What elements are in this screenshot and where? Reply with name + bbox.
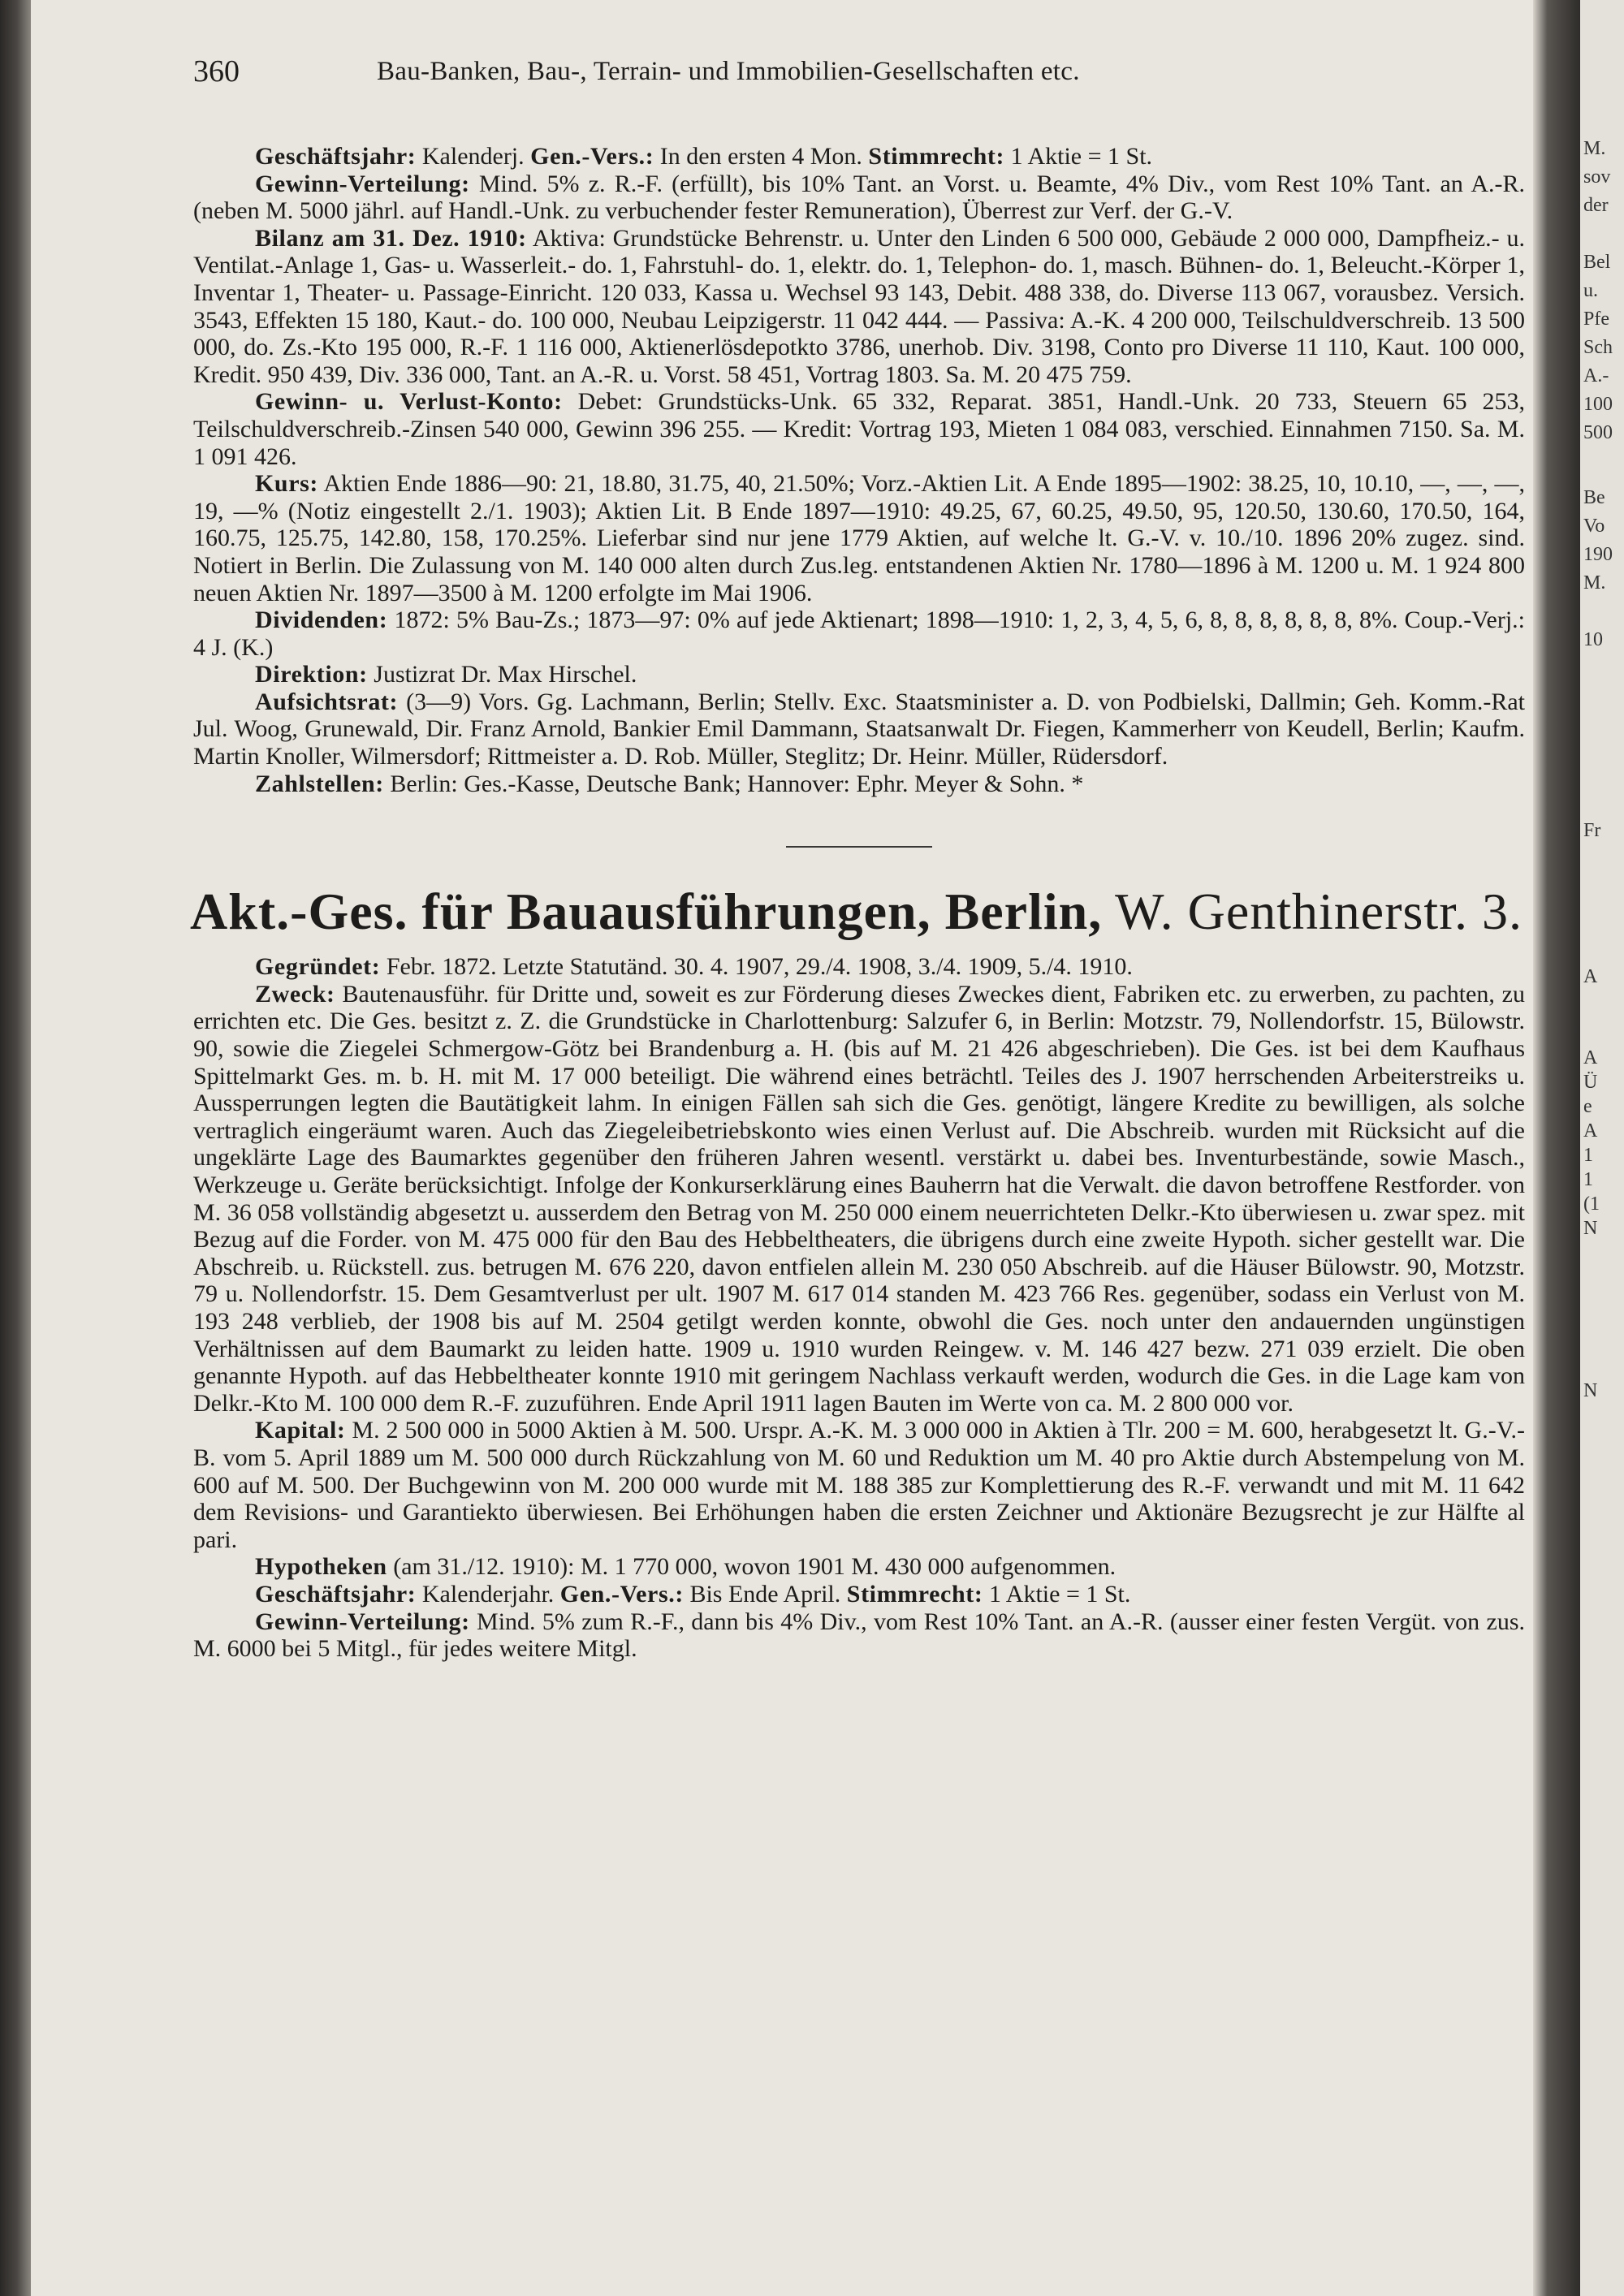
adjacent-page-fragment: 190: [1583, 544, 1613, 565]
section-previous-company: [193, 143, 1525, 797]
adjacent-page-fragment: sov: [1583, 166, 1611, 188]
gutter-shadow: [1533, 0, 1580, 2296]
adjacent-page-fragment: (1: [1583, 1193, 1600, 1215]
adjacent-page-fragment: 100: [1583, 394, 1613, 415]
adjacent-page-fragment: Pfe: [1583, 309, 1609, 330]
entry-text: 1 Aktie = 1 St.: [1004, 143, 1153, 170]
company-name: Akt.-Ges. für Bauausführungen, Berlin,: [190, 883, 1103, 941]
entry-text: Bautenausführ. für Dritte und, soweit es zur Förderung dieses Zweckes dient, Fabriken etc. zu erwerben, zu pachten, zu errichten etc. Die Ges. besitzt z. Z. die Grundstücke in Charlottenburg: Salzufer 6, in Berlin: Motzstr. 79, Nollendorfstr. 15, Bülowstr. 90, sowie die Ziegelei Schmergow-Götz bei Brandenburg a. H. (bis auf M. 21 426 abgeschrieben). Die Ges. ist bei dem Kaufhaus Spittelmarkt Ges. m. b. H. mit M. 17 000 beteiligt. Die während eines beträchtl. Teiles des J. 1907 herrschenden Arbeiterstreiks u. Aussperrungen legten die Bautätigkeit lahm. In einigen Fällen sah sich die Ges. genötigt, längere Kredite zu bewilligen, als solche vertraglich eingeräumt waren. Auch das Ziegeleibetriebskonto wies einen Verlust auf. Die Abschreib. wurden mit Rücksicht auf die ungeklärte Lage des Baumarktes gegenüber den früheren Jahren wesentl. verstärkt u. dabei bes. Inventurbestände, sowie Masch., Werkzeuge u. Geräte berücksichtigt. Infolge der Konkurserklärung eines Bauherrn hat die Verwalt. die davon betroffene Restforder. von M. 36 058 vollständig abgesetzt u. ausserdem den Betrag von M. 250 000 einem neuerrichteten Delkr.-Kto überwiesen u. zwar spez. mit Bezug auf die Forder. von M. 475 000 für den Bau des Hebbeltheaters, die übrigens durch eine zweite Hypoth. sicher gestellt war. Die Abschreib. u. Rückstell. zus. betrugen M. 676 220, davon entfielen allein M. 230 050 Abschreib. auf die Häuser Bülowstr. 90, Motzstr. 79 u. Nollendorfstr. 15. Dem Gesamtverlust per ult. 1907 M. 617 014 standen M. 423 766 Res. gegenüber, sodass ein Verlust von M. 193 248 verblieb, der 1908 bis auf M. 2504 getilgt werden konnte, obwohl die Ges. noch unter den andauernden ungünstigen Verhältnissen auf dem Baumarkt zu leiden hatte. 1909 u. 1910 wurden Reingew. v. M. 146 427 bezw. 271 039 erzielt. Die oben genannte Hypoth. auf das Hebbeltheater konnte 1910 mit geringem Nachlass verkauft werden, wodurch die Ges. in die Lage kam von Delkr.-Kto M. 100 000 dem R.-F. zuzuführen. Ende April 1911 lagen Bauten im Werte von ca. M. 2 800 000 vor.: [193, 980, 1525, 1417]
entry-text: Bis Ende April.: [683, 1580, 847, 1608]
company-address: W. Genthinerstr. 3.: [1102, 883, 1522, 941]
entry-paragraph: [193, 661, 1525, 688]
adjacent-page-fragment: 500: [1583, 422, 1613, 443]
entry-label: Geschäftsjahr:: [255, 1580, 417, 1608]
adjacent-page-edge: [1580, 0, 1624, 2296]
entry-paragraph: [193, 1417, 1525, 1553]
entry-paragraph: [193, 1608, 1525, 1663]
book-binding-shadow: [0, 0, 31, 2296]
running-title: Bau-Banken, Bau-, Terrain- und Immobilien-Gesellschaften etc.: [377, 57, 1080, 86]
entry-label: Gen.-Vers.:: [530, 143, 654, 170]
entry-paragraph: [193, 953, 1525, 981]
entry-label: Zweck:: [255, 980, 335, 1008]
adjacent-page-fragment: M.: [1583, 138, 1606, 159]
entry-label: Hypotheken: [255, 1553, 387, 1581]
entry-paragraph: [193, 388, 1525, 470]
adjacent-page-fragment: A: [1583, 1047, 1598, 1068]
entry-text: Mind. 5% z. R.-F. (erfüllt), bis 10% Tant. an Vorst. u. Beamte, 4% Div., vom Rest 10% Tant. an A.-R. (neben M. 5000 jährl. auf Handl.-Unk. zu verbuchender fester Remuneration), Überrest zur Verf. der G.-V.: [193, 170, 1525, 225]
entry-label: Gewinn- u. Verlust-Konto:: [255, 388, 563, 416]
entry-text: Berlin: Ges.-Kasse, Deutsche Bank; Hannover: Ephr. Meyer & Sohn. *: [383, 770, 1084, 797]
section-company-details: [193, 953, 1525, 1662]
page-number: 360: [193, 54, 240, 88]
entry-label: Kurs:: [255, 470, 318, 498]
adjacent-page-fragment: Fr: [1583, 820, 1601, 841]
adjacent-page-fragment: Be: [1583, 487, 1605, 508]
entry-paragraph: [193, 770, 1525, 798]
entry-paragraph: [193, 1553, 1525, 1581]
adjacent-page-fragment: Vo: [1583, 516, 1605, 537]
entry-label: Bilanz am 31. Dez. 1910:: [255, 224, 527, 252]
adjacent-page-fragment: 1: [1583, 1145, 1593, 1166]
entry-paragraph: [193, 143, 1525, 170]
entry-label: Gen.-Vers.:: [559, 1580, 684, 1608]
entry-label: Gewinn-Verteilung:: [255, 1608, 470, 1635]
entry-text: Kalenderj.: [416, 143, 531, 170]
entry-text: M. 2 500 000 in 5000 Aktien à M. 500. Urspr. A.-K. M. 3 000 000 in Aktien à Tlr. 200 = M. 600, herabgesetzt lt. G.-V.-B. vom 5. April 1889 um M. 500 000 durch Rückzahlung von M. 60 und Reduktion um M. 40 pro Aktie durch Abstempelung von M. 600 auf M. 500. Der Buchgewinn von M. 200 000 wurde mit M. 188 385 zur Komplettierung des R.-F. verwandt und mit M. 11 642 dem Revisions- und Garantiekto überwiesen. Bei Erhöhungen haben die ersten Zeichner und Aktionäre Bezugsrecht je zur Hälfte al pari.: [193, 1417, 1525, 1553]
entry-text: Kalenderjahr.: [416, 1580, 560, 1608]
entry-label: Aufsichtsrat:: [255, 688, 399, 715]
entry-label: Stimmrecht:: [868, 143, 1005, 170]
entry-label: Geschäftsjahr:: [255, 143, 417, 170]
adjacent-page-fragment: A: [1583, 966, 1598, 987]
entry-text: (3—9) Vors. Gg. Lachmann, Berlin; Stellv. Exc. Staatsminister a. D. von Podbielski, Dallmin; Geh. Komm.-Rat Jul. Woog, Grunewald, Dir. Franz Arnold, Bankier Emil Dammann, Staatsanwalt Dr. Fiegen, Kammerherr von Keudell, Berlin; Kaufm. Martin Knoller, Wilmersdorf; Rittmeister a. D. Rob. Müller, Steglitz; Dr. Heinr. Müller, Rüdersdorf.: [193, 688, 1525, 770]
entry-label: Zahlstellen:: [255, 770, 384, 797]
adjacent-page-fragment: 10: [1583, 629, 1603, 650]
adjacent-page-fragment: 1: [1583, 1169, 1593, 1190]
entry-text: Febr. 1872. Letzte Statutänd. 30. 4. 1907, 29./4. 1908, 3./4. 1909, 5./4. 1910.: [380, 953, 1133, 981]
section-divider: [786, 846, 932, 848]
adjacent-page-fragment: N: [1583, 1218, 1598, 1239]
entry-text: Aktiva: Grundstücke Behrenstr. u. Unter den Linden 6 500 000, Gebäude 2 000 000, Dampfheiz.- u. Ventilat.-Anlage 1, Gas- u. Wasserleit.- do. 1, Fahrstuhl- do. 1, elektr. do. 1, Telephon- do. 1, masch. Bühnen- do. 1, Beleucht.-Körper 1, Inventar 1, Theater- u. Passage-Einricht. 120 033, Kassa u. Wechsel 93 143, Debit. 488 338, do. Diverse 113 067, vorausbez. Versich. 3543, Effekten 15 180, Kaut.- do. 100 000, Neubau Leipzigerstr. 11 042 444. — Passiva: A.-K. 4 200 000, Teilschuldverschreib. 13 500 000, do. Zs.-Kto 195 000, R.-F. 1 116 000, Aktienerlösdepotkto 3786, unerhob. Div. 3198, Conto pro Diverse 11 110, Kaut. 100 000, Kredit. 950 439, Div. 336 000, Tant. an A.-R. u. Vorst. 58 451, Vortrag 1803. Sa. M. 20 475 759.: [193, 224, 1525, 388]
adjacent-page-fragment: Bel: [1583, 252, 1611, 273]
running-header: [193, 54, 1525, 102]
entry-paragraph: [193, 981, 1525, 1418]
entry-label: Stimmrecht:: [846, 1580, 983, 1608]
entry-paragraph: [193, 606, 1525, 661]
adjacent-page-fragment: M.: [1583, 572, 1606, 593]
entry-text: Aktien Ende 1886—90: 21, 18.80, 31.75, 40, 21.50%; Vorz.-Aktien Lit. A Ende 1895—1902: 38.25, 10, 10.10, —, —, —, 19, —% (Notiz eingestellt 2./1. 1903); Aktien Lit. B Ende 1897—1910: 49.25, 67, 60.25, 49.50, 95, 120.50, 130.60, 170.50, 164, 160.75, 125.75, 142.80, 158, 170.25%. Lieferbar sind nur jene 1779 Aktien, auf welche lt. G.-V. v. 10./10. 1896 20% zugez. sind. Notiert in Berlin. Die Zulassung von M. 140 000 alten durch Zus.leg. entstandenen Aktien Nr. 1780—1896 à M. 1200 u. M. 1 924 800 neuen Aktien Nr. 1897—3500 à M. 1200 erfolgte im Mai 1906.: [193, 470, 1525, 606]
entry-text: (am 31./12. 1910): M. 1 770 000, wovon 1901 M. 430 000 aufgenommen.: [387, 1553, 1116, 1581]
entry-text: Justizrat Dr. Max Hirschel.: [367, 661, 637, 688]
entry-text: 1 Aktie = 1 St.: [983, 1580, 1131, 1608]
entry-label: Kapital:: [255, 1417, 346, 1444]
adjacent-page-fragment: Sch: [1583, 337, 1613, 358]
company-heading: [190, 882, 1525, 942]
entry-text: Debet: Grundstücks-Unk. 65 332, Reparat. 3851, Handl.-Unk. 20 733, Steuern 65 253, Teilschuldverschreib.-Zinsen 540 000, Gewinn 396 255. — Kredit: Vortrag 193, Mieten 1 084 083, verschied. Einnahmen 7150. Sa. M. 1 091 426.: [193, 388, 1526, 470]
adjacent-page-fragment: e: [1583, 1096, 1592, 1117]
entry-paragraph: [193, 1581, 1525, 1608]
adjacent-page-fragment: N: [1583, 1380, 1598, 1401]
entry-paragraph: [193, 470, 1525, 606]
adjacent-page-fragment: A: [1583, 1120, 1598, 1142]
entry-text: In den ersten 4 Mon.: [654, 143, 869, 170]
adjacent-page-fragment: der: [1583, 195, 1609, 216]
entry-label: Gewinn-Verteilung:: [255, 170, 470, 197]
adjacent-page-fragment: Ü: [1583, 1072, 1598, 1093]
entry-label: Gegründet:: [255, 953, 381, 981]
entry-paragraph: [193, 170, 1525, 225]
entry-label: Direktion:: [255, 661, 368, 688]
entry-paragraph: [193, 225, 1525, 389]
entry-text: 1872: 5% Bau-Zs.; 1873—97: 0% auf jede Aktienart; 1898—1910: 1, 2, 3, 4, 5, 6, 8, 8, 8, 8, 8, 8, 8%. Coup.-Verj.: 4 J. (K.): [193, 606, 1525, 661]
document-page: [190, 54, 1526, 1663]
entry-paragraph: [193, 688, 1525, 770]
adjacent-page-fragment: A.-: [1583, 365, 1609, 386]
entry-text: Mind. 5% zum R.-F., dann bis 4% Div., vom Rest 10% Tant. an A.-R. (ausser einer festen Vergüt. von zus. M. 6000 bei 5 Mitgl., für jedes weitere Mitgl.: [193, 1608, 1525, 1663]
entry-label: Dividenden:: [255, 606, 388, 634]
adjacent-page-fragment: u.: [1583, 280, 1598, 301]
